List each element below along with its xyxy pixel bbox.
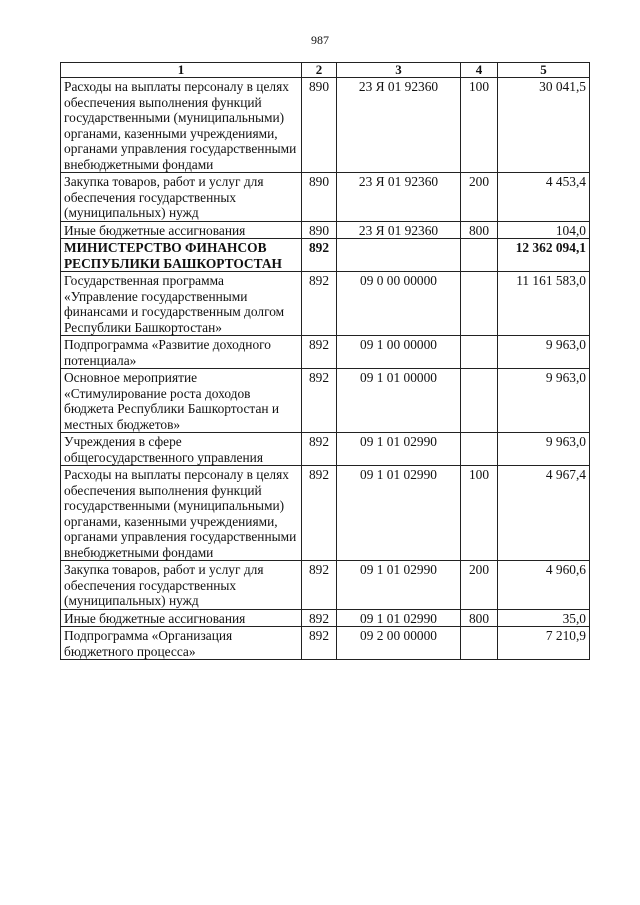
row-code: 892 [302,336,337,369]
table-row [61,173,590,222]
row-vr: 200 [461,561,498,610]
row-code: 890 [302,221,337,239]
row-name: Закупка товаров, работ и услуг для обеспечения государственных (муниципальных) нужд [61,173,302,222]
row-sum: 7 210,9 [498,627,590,660]
column-header-4: 4 [461,63,498,78]
row-code: 892 [302,433,337,466]
table-row [61,272,590,336]
row-code: 892 [302,272,337,336]
row-vr [461,239,498,272]
row-code: 890 [302,78,337,173]
table-row [61,369,590,433]
row-sum: 11 161 583,0 [498,272,590,336]
row-csr: 09 1 01 02990 [337,433,461,466]
column-header-1: 1 [61,63,302,78]
row-code: 890 [302,173,337,222]
column-header-2: 2 [302,63,337,78]
row-csr: 09 1 01 00000 [337,369,461,433]
row-sum: 9 963,0 [498,336,590,369]
row-sum: 9 963,0 [498,433,590,466]
row-name: Расходы на выплаты персоналу в целях обеспечения выполнения функций государственными (муниципальными) органами, казенными учреждениями, органами управления государственными внебюджетными фондами [61,78,302,173]
row-vr: 100 [461,78,498,173]
row-csr [337,239,461,272]
row-code: 892 [302,466,337,561]
column-header-3: 3 [337,63,461,78]
row-sum: 30 041,5 [498,78,590,173]
row-name: Подпрограмма «Развитие доходного потенциала» [61,336,302,369]
table-header-row [61,63,590,78]
budget-table [60,62,590,660]
row-name: Иные бюджетные ассигнования [61,609,302,627]
row-sum: 9 963,0 [498,369,590,433]
row-vr: 200 [461,173,498,222]
row-sum: 4 967,4 [498,466,590,561]
row-sum: 35,0 [498,609,590,627]
row-name: Расходы на выплаты персоналу в целях обеспечения выполнения функций государственными (муниципальными) органами, казенными учреждениями, органами управления государственными внебюджетными фондами [61,466,302,561]
table-row [61,433,590,466]
row-sum: 4 960,6 [498,561,590,610]
table-row-ministry [61,239,590,272]
row-code: 892 [302,627,337,660]
table-row [61,609,590,627]
row-csr: 23 Я 01 92360 [337,221,461,239]
row-code: 892 [302,239,337,272]
row-name: Государственная программа «Управление государственными финансами и государственным долгом Республики Башкортостан» [61,272,302,336]
row-vr [461,627,498,660]
row-code: 892 [302,561,337,610]
row-vr: 100 [461,466,498,561]
table-row [61,466,590,561]
row-name: Закупка товаров, работ и услуг для обеспечения государственных (муниципальных) нужд [61,561,302,610]
row-sum: 12 362 094,1 [498,239,590,272]
row-name: МИНИСТЕРСТВО ФИНАНСОВ РЕСПУБЛИКИ БАШКОРТОСТАН [61,239,302,272]
row-code: 892 [302,369,337,433]
row-vr [461,336,498,369]
row-csr: 09 1 01 02990 [337,466,461,561]
row-vr: 800 [461,221,498,239]
row-name: Основное мероприятие «Стимулирование роста доходов бюджета Республики Башкортостан и местных бюджетов» [61,369,302,433]
table-row [61,561,590,610]
table-row [61,221,590,239]
row-csr: 09 1 01 02990 [337,609,461,627]
row-csr: 09 1 00 00000 [337,336,461,369]
table-row [61,627,590,660]
table-row [61,336,590,369]
row-code: 892 [302,609,337,627]
row-vr [461,272,498,336]
row-csr: 23 Я 01 92360 [337,78,461,173]
row-vr [461,433,498,466]
row-csr: 09 1 01 02990 [337,561,461,610]
row-name: Подпрограмма «Организация бюджетного процесса» [61,627,302,660]
page-number: 987 [311,33,329,47]
row-name: Иные бюджетные ассигнования [61,221,302,239]
row-vr: 800 [461,609,498,627]
row-csr: 09 2 00 00000 [337,627,461,660]
row-csr: 23 Я 01 92360 [337,173,461,222]
table-row [61,78,590,173]
row-csr: 09 0 00 00000 [337,272,461,336]
row-vr [461,369,498,433]
row-name: Учреждения в сфере общегосударственного управления [61,433,302,466]
column-header-5: 5 [498,63,590,78]
row-sum: 4 453,4 [498,173,590,222]
row-sum: 104,0 [498,221,590,239]
